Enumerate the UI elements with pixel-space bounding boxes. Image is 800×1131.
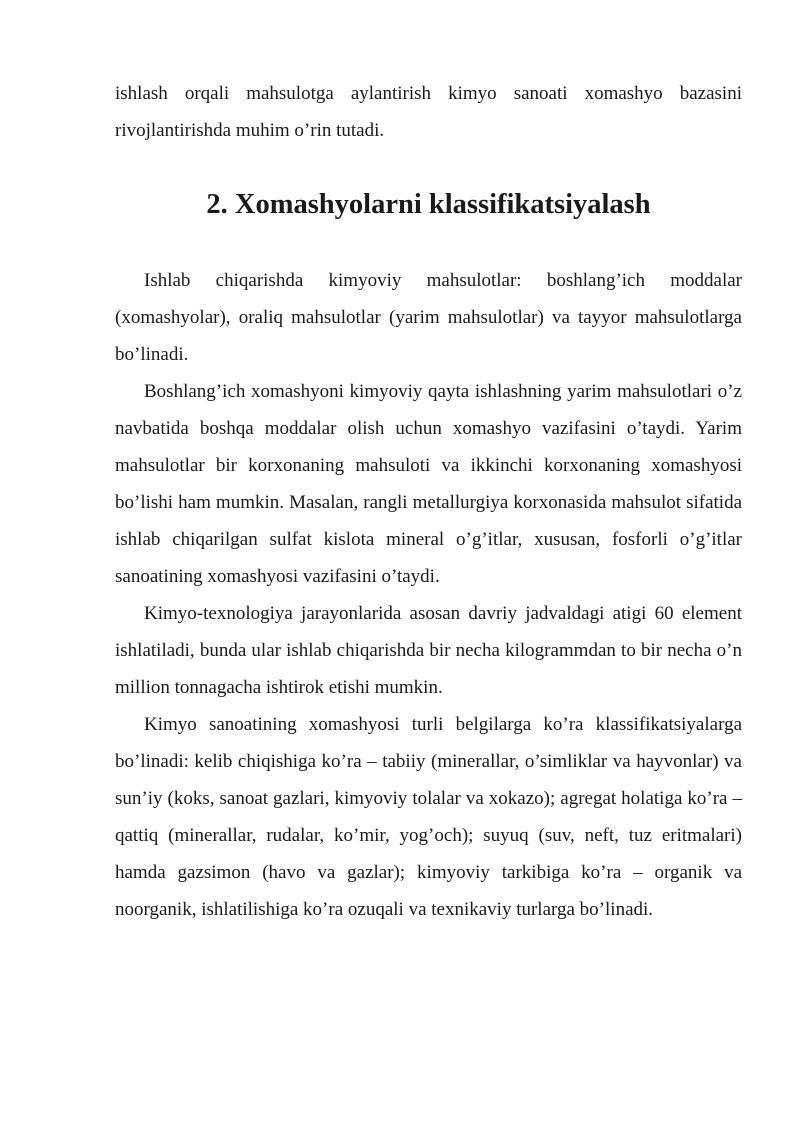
intro-paragraph: ishlash orqali mahsulotga aylantirish kimyo sanoati xomashyo bazasini rivojlantirishda muhim o’rin tutadi. bbox=[115, 83, 742, 141]
paragraph-3: Kimyo-texnologiya jarayonlarida asosan davriy jadvaldagi atigi 60 element ishlatiladi, bunda ular ishlab chiqarishda bir necha kilogrammdan to bir necha o’n million tonnagacha ishtirok etishi mumkin. bbox=[115, 603, 742, 698]
section-heading: 2. Xomashyolarni klassifikatsiyalash bbox=[206, 189, 651, 220]
paragraph-4: Kimyo sanoatining xomashyosi turli belgilarga ko’ra klassifikatsiyalarga bo’linadi: kelib chiqishiga ko’ra – tabiiy (minerallar, o’simliklar va hayvonlar) va sun’iy (koks, sanoat gazlari, kimyoviy tolalar va xokazo); agregat holatiga ko’ra – qattiq (minerallar, rudalar, ko’mir, yog’och); suyuq (suv, neft, tuz eritmalari) hamda gazsimon (havo va gazlar); kimyoviy tarkibiga ko’ra – organik va noorganik, ishlatilishiga ko’ra ozuqali va texnikaviy turlarga bo’linadi. bbox=[115, 714, 742, 920]
document-body bbox=[115, 75, 742, 928]
paragraph-1: Ishlab chiqarishda kimyoviy mahsulotlar: boshlang’ich moddalar (xomashyolar), oraliq mahsulotlar (yarim mahsulotlar) va tayyor mahsulotlarga bo’linadi. bbox=[115, 270, 742, 365]
paragraph-2: Boshlang’ich xomashyoni kimyoviy qayta ishlashning yarim mahsulotlari o’z navbatida boshqa moddalar olish uchun xomashyo vazifasini o’taydi. Yarim mahsulotlar bir korxonaning mahsuloti va ikkinchi korxonaning xomashyosi bo’lishi ham mumkin. Masalan, rangli metallurgiya korxonasida mahsulot sifatida ishlab chiqarilgan sulfat kislota mineral o’g’itlar, xususan, fosforli o’g’itlar sanoatining xomashyosi vazifasini o’taydi. bbox=[115, 381, 742, 587]
